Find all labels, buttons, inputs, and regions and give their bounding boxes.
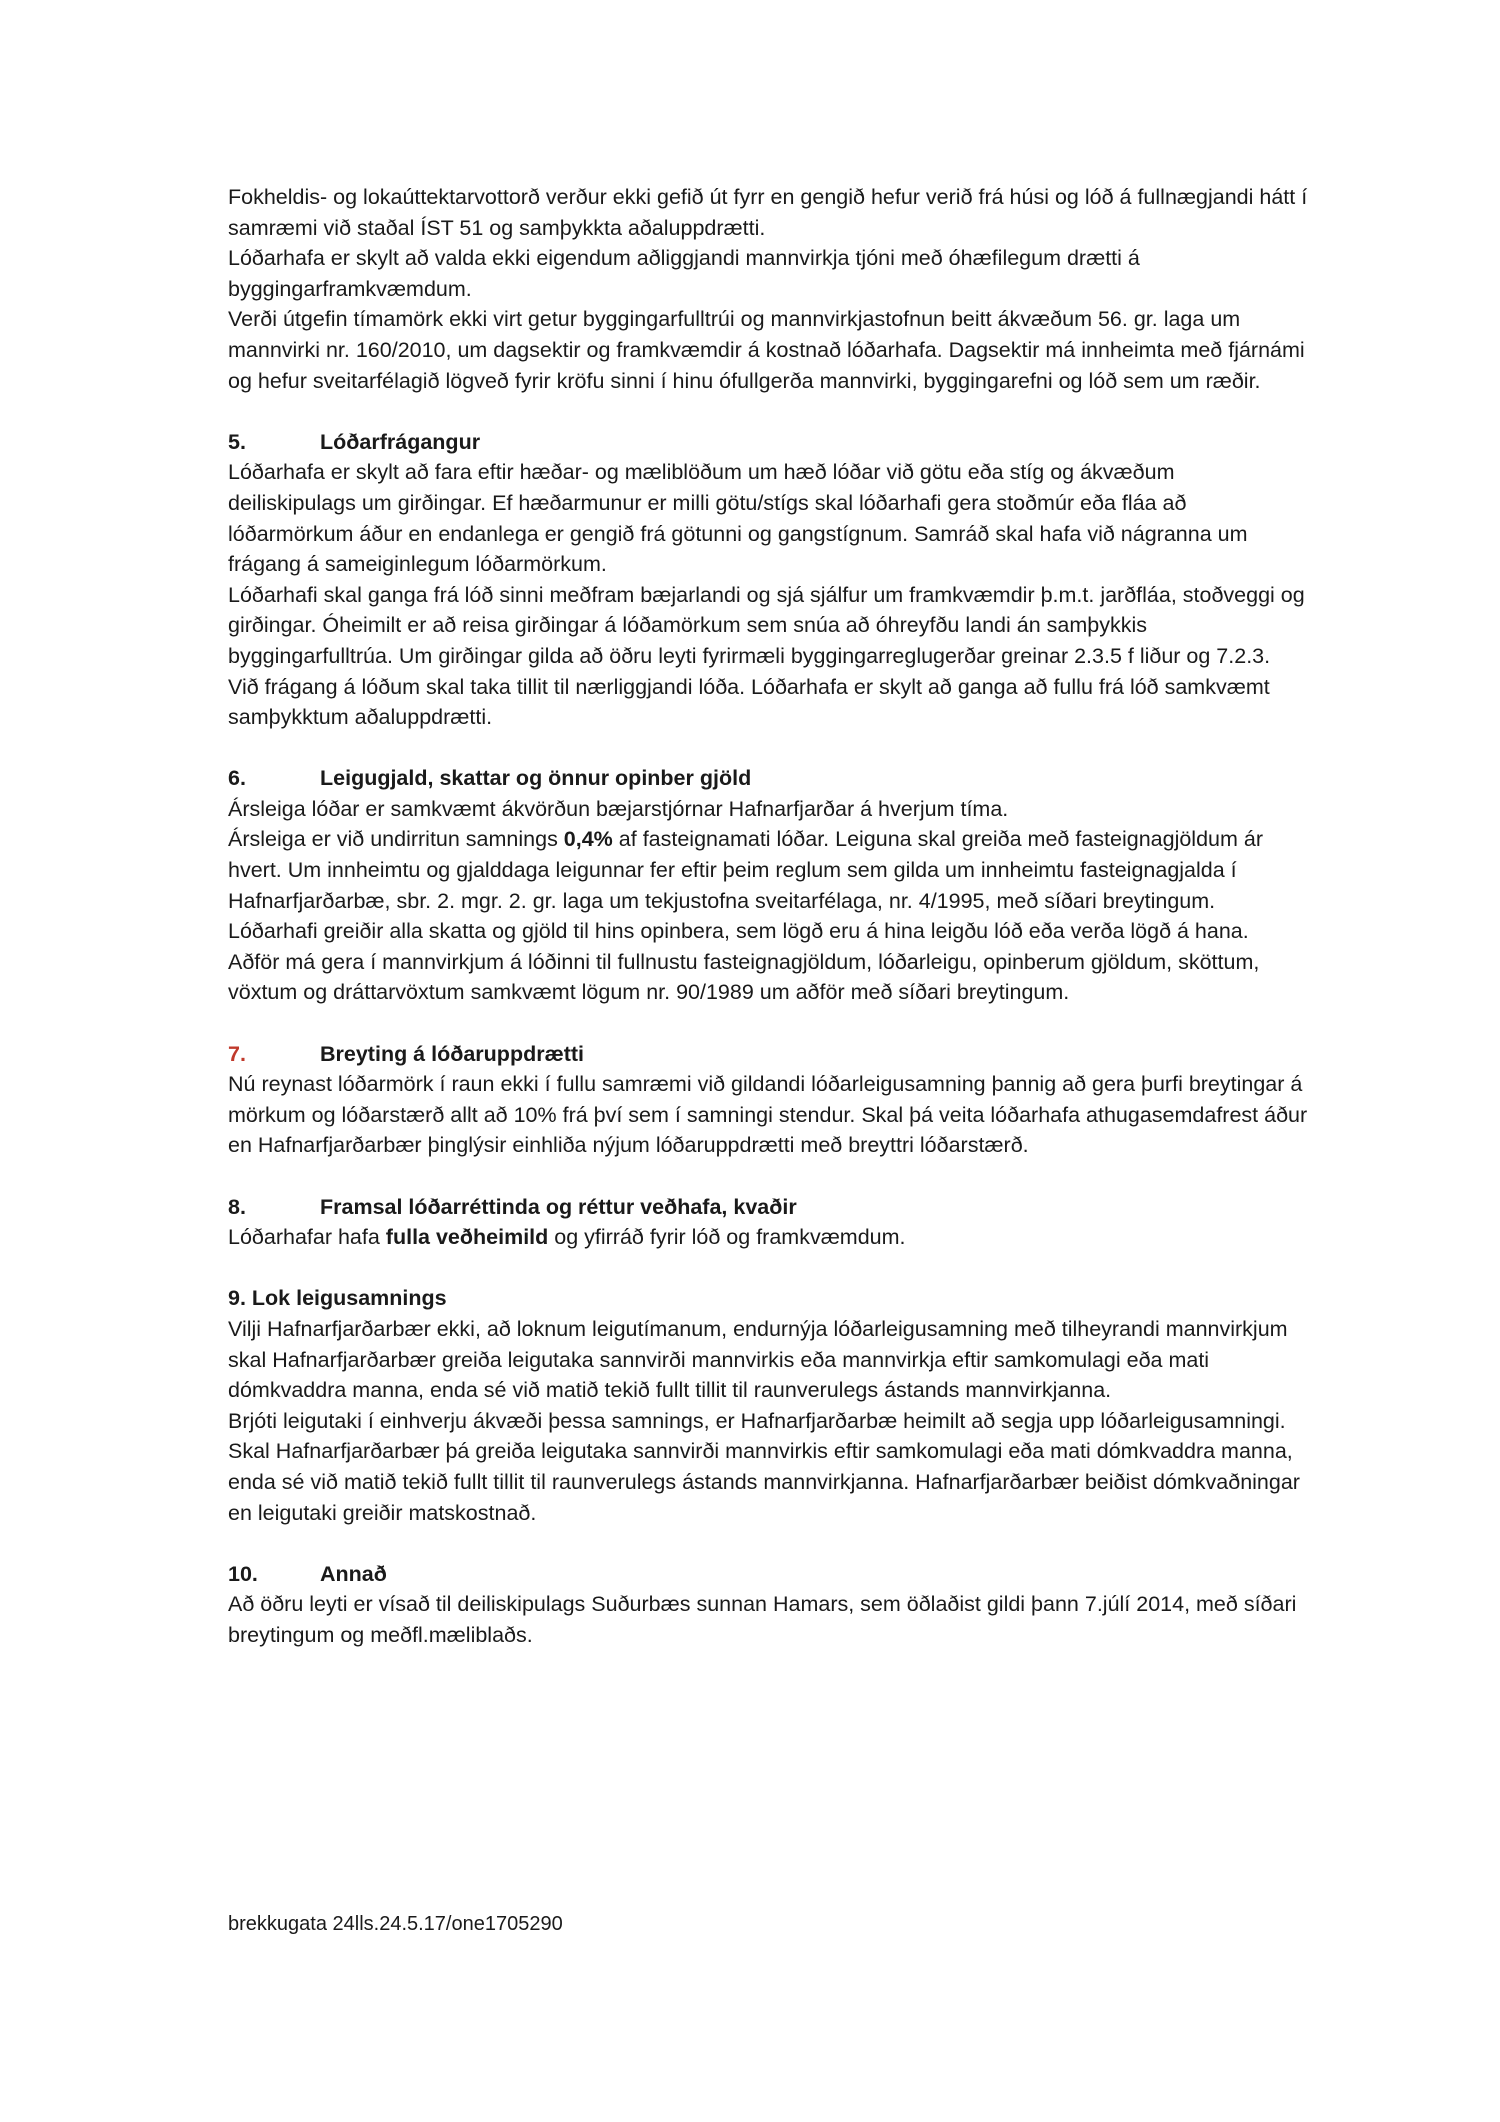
section-5-paragraph-3: Við frágang á lóðum skal taka tillit til nærliggjandi lóða. Lóðarhafa er skylt að ganga að fullu frá lóð samkvæmt samþykktum aðaluppdrætti. — [228, 674, 1270, 730]
section-6-paragraph-4: Aðför má gera í mannvirkjum á lóðinni til fullnustu fasteignagjöldum, lóðarleigu, opinberum gjöldum, sköttum, vöxtum og dráttarvöxtum samkvæmt lögum nr. 90/1989 um aðför með síðari breytingum. — [228, 949, 1260, 1005]
section-8-paragraph-1 — [228, 1222, 1308, 1253]
section-6-heading — [228, 763, 1308, 794]
section-5-heading — [228, 427, 1308, 458]
section-5-title: Lóðarfrágangur — [320, 429, 481, 454]
section-10-paragraph-1: Að öðru leyti er vísað til deiliskipulags Suðurbæs sunnan Hamars, sem öðlaðist gildi þann 7.júlí 2014, með síðari breytingum og meðfl.mæliblaðs. — [228, 1592, 1297, 1647]
section-6-paragraph-2-end: af fasteignamati lóðar. Leiguna skal greiða með fasteignagjöldum ár hvert. Um innheimtu og gjalddaga leigunnar fer eftir þeim reglum sem gilda um innheimtu fasteignagjalda í Hafnarfjarðarbæ, sbr. 2. mgr. 2. gr. laga um tekjustofna sveitarfélaga, nr. 4/1995, með síðari breytingum. — [228, 827, 1263, 913]
section-8-number: 8. — [228, 1194, 246, 1219]
section-9-paragraph-1: Vilji Hafnarfjarðarbær ekki, að loknum leigutímanum, endurnýja lóðarleigusamning með tilheyrandi mannvirkjum skal Hafnarfjarðarbær greiða leigutaka sannvirði mannvirkis eða mannvirkja eftir samkomulagi eða mati dómkvaddra manna, enda sé við matið tekið fullt tillit til raunverulegs ástands mannvirkjanna. — [228, 1316, 1288, 1403]
section-8-heading — [228, 1192, 1308, 1223]
lease-rate-value: 0,4% — [563, 827, 613, 852]
section-6-paragraph-2 — [228, 824, 1308, 916]
section-8-paragraph-1-end: og yfirráð fyrir lóð og framkvæmdum. — [548, 1225, 906, 1250]
section-6-number: 6. — [228, 766, 246, 791]
document-body — [228, 182, 1308, 1651]
section-6-paragraph-1: Ársleiga lóðar er samkvæmt ákvörðun bæjarstjórnar Hafnarfjarðar á hverjum tíma. — [228, 796, 1009, 821]
section-5-paragraph-2: Lóðarhafi skal ganga frá lóð sinni meðfram bæjarlandi og sjá sjálfur um framkvæmdir þ.m.t. jarðfláa, stoðveggi og girðingar. Óheimilt er að reisa girðingar á lóðamörkum sem snúa að óhreyfðu landi án samþykkis byggingarfulltrúa. Um girðingar gilda að öðru leyti fyrirmæli byggingarreglugerðar greinar 2.3.5 f liður og 7.2.3. — [228, 582, 1305, 668]
intro-paragraph-2: Lóðarhafa er skylt að valda ekki eigendum aðliggjandi mannvirkja tjóni með óhæfilegum drætti á byggingarframkvæmdum. — [228, 246, 1140, 301]
section-7-paragraph-1: Nú reynast lóðarmörk í raun ekki í fullu samræmi við gildandi lóðarleigusamning þannig að gera þurfi breytingar á mörkum og lóðarstærð allt að 10% frá því sem í samningi stendur. Skal þá veita lóðarhafa athugasemdafrest áður en Hafnarfjarðarbær þinglýsir einhliða nýjum lóðaruppdrætti með breyttri lóðarstærð. — [228, 1072, 1308, 1158]
section-9-paragraph-2: Brjóti leigutaki í einhverju ákvæði þessa samnings, er Hafnarfjarðarbæ heimilt að segja upp lóðarleigusamningi. Skal Hafnarfjarðarbær þá greiða leigutaka sannvirði mannvirkis eftir samkomulagi eða mati dómkvaddra manna, enda sé við matið tekið fullt tillit til raunverulegs ástands mannvirkjanna. Hafnarfjarðarbær beiðist dómkvaðningar en leigutaki greiðir matskostnað. — [228, 1408, 1300, 1525]
section-7-title: Breyting á lóðaruppdrætti — [320, 1041, 584, 1066]
section-8-paragraph-1-start: Lóðarhafar hafa — [228, 1225, 386, 1250]
page-footer: brekkugata 24lls.24.5.17/one1705290 — [228, 1913, 563, 1935]
section-7-number: 7. — [228, 1041, 246, 1066]
section-5-number: 5. — [228, 429, 246, 454]
section-5-paragraph-1: Lóðarhafa er skylt að fara eftir hæðar- og mæliblöðum um hæð lóðar við götu eða stíg og ákvæðum deiliskipulags um girðingar. Ef hæðarmunur er milli götu/stígs skal lóðarhafi gera stoðmúr eða fláa að lóðarmörkum áður en endanlega er gengið frá götunni og gangstígnum. Samráð skal hafa við nágranna um frágang á sameiginlegum lóðarmörkum. — [228, 460, 1248, 577]
section-6-title: Leigugjald, skattar og önnur opinber gjöld — [320, 766, 752, 791]
intro-paragraph-1: Fokheldis- og lokaúttektarvottorð verður ekki gefið út fyrr en gengið hefur verið frá húsi og lóð á fullnægjandi hátt í samræmi við staðal ÍST 51 og samþykkta aðaluppdrætti. — [228, 185, 1308, 240]
intro-paragraph-3: Verði útgefin tímamörk ekki virt getur byggingarfulltrúi og mannvirkjastofnun beitt ákvæðum 56. gr. laga um mannvirki nr. 160/2010, um dagsektir og framkvæmdir á kostnað lóðarhafa. Dagsektir má innheimta með fjárnámi og hefur sveitarfélagið lögveð fyrir kröfu sinni í hinu ófullgerða mannvirki, byggingarefni og lóð sem um ræðir. — [228, 307, 1305, 393]
section-7-heading — [228, 1039, 1308, 1070]
section-6-paragraph-3: Lóðarhafi greiðir alla skatta og gjöld til hins opinbera, sem lögð eru á hina leigðu lóð eða verða lögð á hana. — [228, 919, 1249, 944]
section-9-heading: 9. Lok leigusamnings — [228, 1286, 447, 1311]
mortgage-right-text: fulla veðheimild — [385, 1225, 549, 1250]
section-8-title: Framsal lóðarréttinda og réttur veðhafa, kvaðir — [320, 1194, 797, 1219]
section-10-title: Annað — [320, 1561, 387, 1586]
section-6-paragraph-2-start: Ársleiga er við undirritun samnings — [228, 827, 564, 852]
section-10-number: 10. — [228, 1561, 258, 1586]
section-10-heading — [228, 1559, 1308, 1590]
